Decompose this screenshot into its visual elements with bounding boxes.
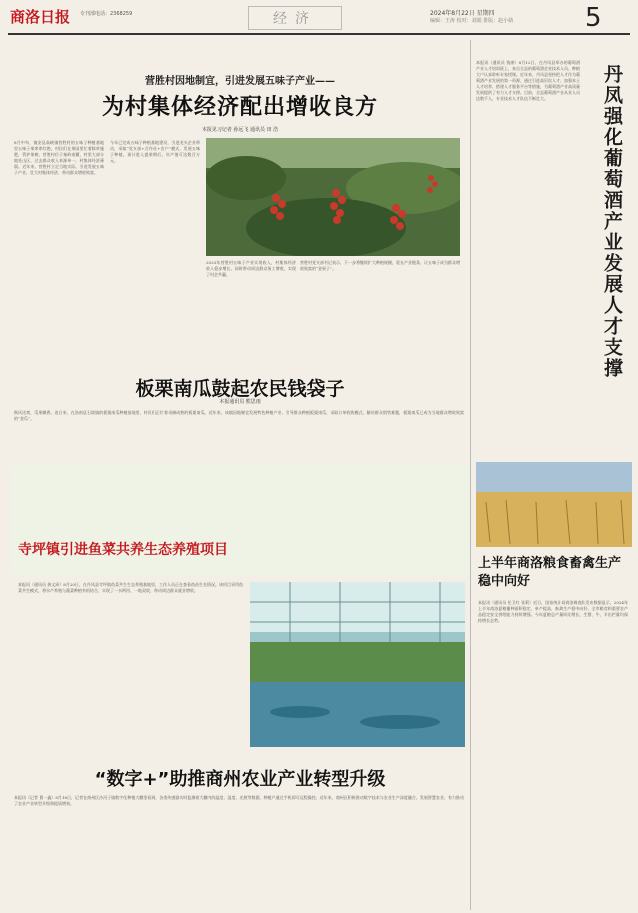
story4-headline: 上半年商洛粮食畜禽生产稳中向好 xyxy=(478,556,622,589)
story2-text: 秋风送爽，瓜果飘香。连日来，在洛南县石坡镇的板栗南瓜种植基地里，村民们正忙着采摘成熟的板栗南瓜。近年来，该镇因地制宜发展特色种植产业，引导群众种植板栗南瓜，采取订单收购模式，解决群众销售难题，板栗南瓜已成为当地群众增收致富的“金瓜”。 xyxy=(14,410,464,421)
story3-headline: 寺坪镇引进鱼菜共养生态养殖项目 xyxy=(18,542,228,558)
story1-col1: 8月中旬，镇安县高峡镇营胜村的五味子种植基地里五味子果串串红艳，村民们在果园里忙着除草施肥，管护果树。营胜村位于秦岭南麓，村里大部分地处山区，过去群众收入来源单一，村集体经济薄弱。近年来，营胜村立足当地实际，引进发展五味子产业，壮大村集体经济，带动群众增收致富。 xyxy=(14,140,104,175)
story1-kicker: 营胜村因地制宜，引进发展五味子产业—— xyxy=(145,76,335,87)
story1-col2: 今年已完成五味子种植基地建设，引进龙头企业带动，采取“党支部+合作社+农户”模式，发展五味子种植。预计进入盛果期后，年产值可达数百万元。 xyxy=(110,140,200,163)
masthead-subtitle: 专刊部电话：2368259 xyxy=(80,11,133,17)
story1-byline: 本报见习记者 孙远飞 通讯员 田 浩 xyxy=(201,127,279,133)
right-story-text: 本报讯（通讯员 钱康）8月12日，在丹凤县举办的葡萄酒产业人才培训班上，来自全县的葡萄酒企业技术人员、种植大户认真聆听专家授课。近年来，丹凤县坚持把人才作为葡萄酒产业发展的第一资源，通过引进高层次人才、加强本土人才培养、搭建人才服务平台等措施，为葡萄酒产业高质量发展提供了有力人才支撑。目前，全县葡萄酒产业从业人员达数千人，专业技术人才队伍不断壮大。 xyxy=(476,60,580,101)
column-divider xyxy=(470,40,471,440)
story5-headline: “数字+”助推商州农业产业转型升级 xyxy=(94,769,386,790)
story3-text: 本报讯（通讯员 龚文沛）8月20日，在丹凤县寺坪镇鱼菜共生生态养殖基地里，工作人员正在查看鱼苗生长情况。该项目采用鱼菜共生模式，将水产养殖与蔬菜种植有机结合，实现了一水两用、一地双收，带动周边群众就业增收。 xyxy=(18,582,243,593)
story5-text: 本报讯（记者 曹一鑫）8月16日，记者在商州区沙河子镇数字化种植大棚里看到，各类传感器实时监测着大棚内的温度、湿度、光照等数据，种植户通过手机即可远程操控。近年来，商州区积极推动数字技术与农业生产深度融合，发展智慧农业，有力推动了农业产业转型升级和提质增效。 xyxy=(14,795,464,806)
greenhouse-photo xyxy=(250,582,465,747)
column-divider-lower xyxy=(470,440,471,910)
story2-headline: 板栗南瓜鼓起农民钱袋子 xyxy=(135,378,345,400)
section-title: 经济 xyxy=(248,6,342,30)
grain-photo xyxy=(476,462,632,547)
newspaper-name: 商洛日报 xyxy=(10,8,71,26)
page-number: 5 xyxy=(585,3,602,33)
issue-date: 2024年8月22日 星期四 xyxy=(430,10,495,17)
right-story-headline: 丹凤强化葡萄酒产业发展人才支撑 xyxy=(601,64,623,379)
editor-line: 编辑：王涛 校对：刘娟 排版：赵小婧 xyxy=(430,18,514,24)
schisandra-photo xyxy=(206,138,460,256)
story1-col4: 营胜村党支部书记表示，下一步将继续扩大种植规模，延长产业链条，让五味子成为群众增收致富的“金果子”。 xyxy=(300,260,460,271)
story1-headline: 为村集体经济配出增收良方 xyxy=(101,95,378,120)
story4-text: 本报讯（通讯员 任卫红 张莉）近日，国家统计局商洛调查队发布数据显示，2024年上半年商洛夏粮播种面积稳定、单产提高，畜禽生产稳中向好，全市粮食和重要农产品稳定安全供给能力持续增强。今年夏粮总产量同比增长，生猪、牛、羊出栏量均保持增长态势。 xyxy=(478,600,628,623)
story2-byline: 本报通讯员 熊思雨 xyxy=(219,399,261,405)
story1-col3: 2023年营胜村五味子产业实现收入，村集体经济收入稳步增长，同时带动周边群众务工增收，实现了村企共赢。 xyxy=(206,260,296,277)
masthead-rule xyxy=(8,33,630,35)
